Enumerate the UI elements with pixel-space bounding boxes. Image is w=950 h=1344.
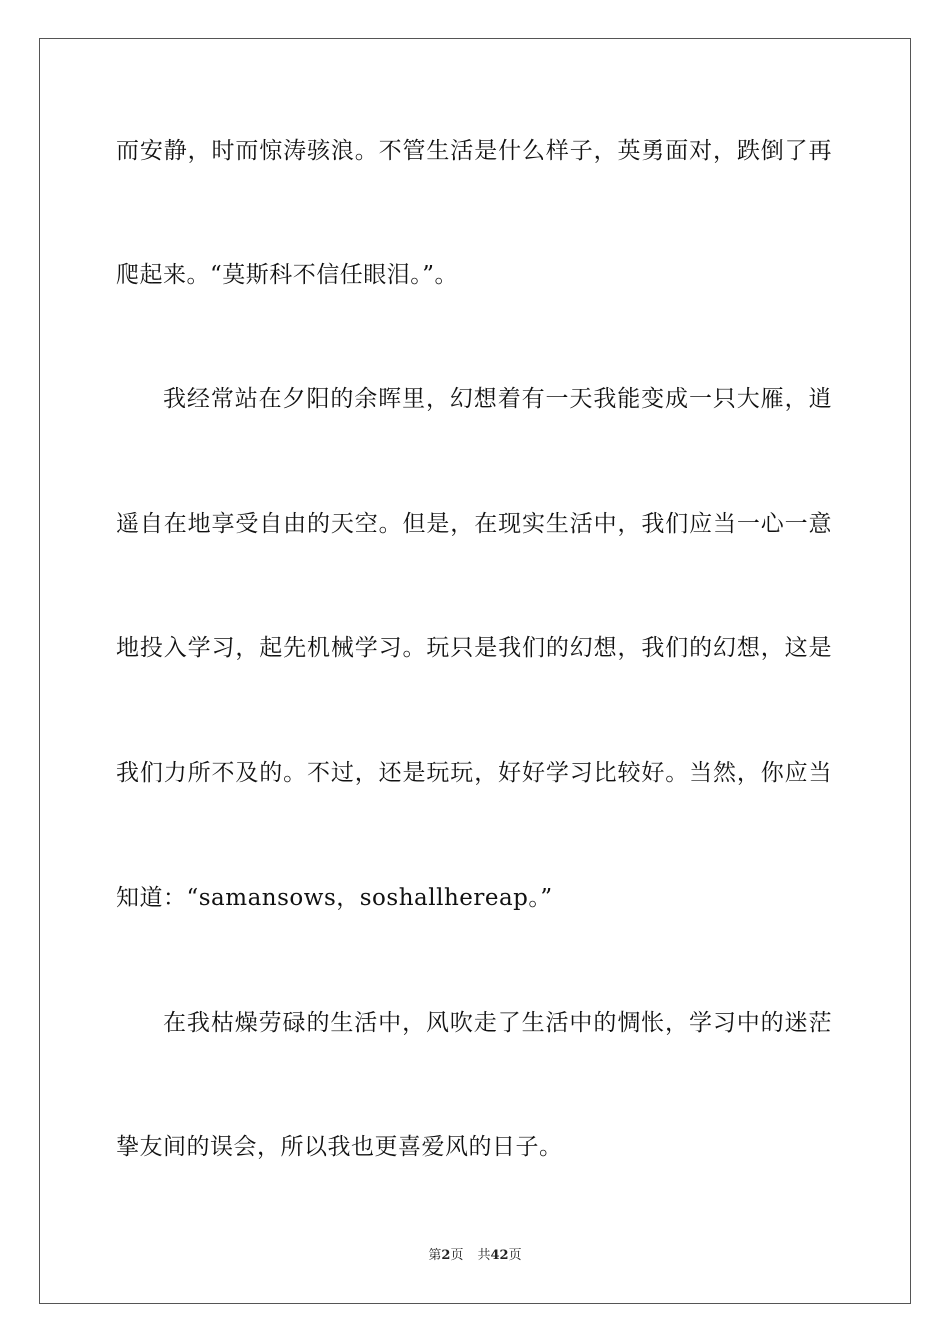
current-page-number: 2 — [441, 1248, 451, 1263]
page-frame — [39, 38, 911, 1304]
text-line-5: 地投入学习，起先机械学习。玩只是我们的幻想，我们的幻想，这是 — [116, 635, 832, 661]
total-prefix: 共 — [477, 1248, 491, 1263]
text-line-3: 我经常站在夕阳的余晖里，幻想着有一天我能变成一只大雁，逍 — [163, 386, 832, 412]
text-line-4: 遥自在地享受自由的天空。但是，在现实生活中，我们应当一心一意 — [116, 511, 832, 537]
page-footer — [0, 1247, 950, 1265]
total-suffix: 页 — [508, 1248, 522, 1263]
text-line-8: 在我枯燥劳碌的生活中，风吹走了生活中的惆怅，学习中的迷茫 — [163, 1010, 832, 1036]
total-page-count: 42 — [490, 1248, 509, 1263]
page-suffix: 页 — [450, 1248, 464, 1263]
page-prefix: 第 — [428, 1248, 442, 1263]
text-line-9: 挚友间的误会，所以我也更喜爱风的日子。 — [116, 1134, 563, 1160]
text-line-2: 爬起来。“莫斯科不信任眼泪。”。 — [116, 262, 459, 288]
text-line-1: 而安静，时而惊涛骇浪。不管生活是什么样子，英勇面对，跌倒了再 — [116, 138, 832, 164]
text-line-7: 知道：“samansows，soshallhereap。” — [116, 885, 553, 911]
text-line-6: 我们力所不及的。不过，还是玩玩，好好学习比较好。当然，你应当 — [116, 760, 832, 786]
